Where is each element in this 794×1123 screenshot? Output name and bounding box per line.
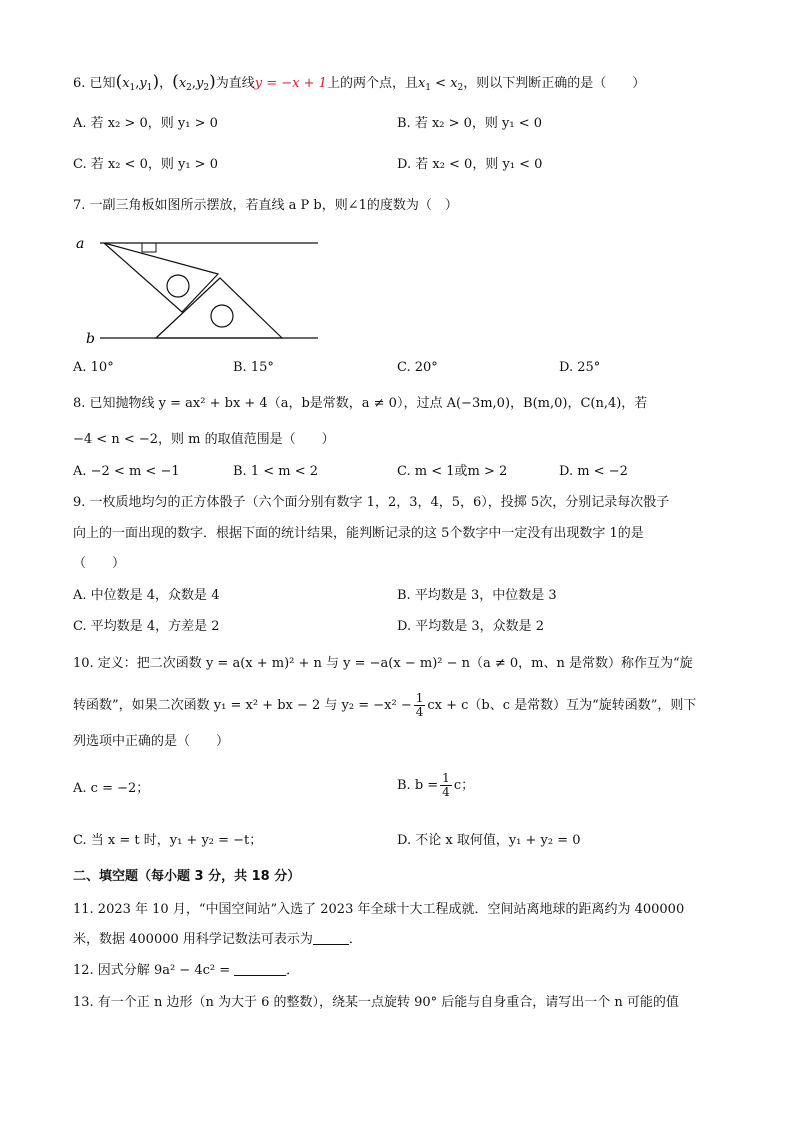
q8-option-a: A. −2 < m < −1 (73, 464, 180, 479)
triangle-right-hole (211, 305, 233, 327)
q9-option-d: D. 平均数是 3，众数是 2 (397, 619, 545, 634)
triangle-set-figure (70, 230, 330, 350)
q10-stem-line1: 10. 定义：把二次函数 y = a(x + m)² + n 与 y = −a(x − m)² − n（a ≠ 0，m、n 是常数）称作互为“旋 (73, 656, 693, 671)
triangle-left-hole (167, 275, 189, 297)
q7-option-d: D. 25° (559, 360, 601, 375)
q8-option-b: B. 1 < m < 2 (233, 464, 319, 479)
q9-option-a: A. 中位数是 4，众数是 4 (73, 588, 220, 603)
q9-option-b: B. 平均数是 3，中位数是 3 (397, 588, 557, 603)
q8-stem-line1: 8. 已知抛物线 y = ax² + bx + 4（a，b是常数，a ≠ 0），过点 A(−3m,0)，B(m,0)，C(n,4)，若 (73, 396, 648, 411)
triangle-left (104, 243, 218, 312)
q8-option-c: C. m < 1或m > 2 (397, 464, 508, 479)
q8-option-d: D. m < −2 (559, 464, 628, 479)
q9-stem-line3: （ ） (73, 556, 126, 571)
q9-option-c: C. 平均数是 4，方差是 2 (73, 619, 220, 634)
q7-stem: 7. 一副三角板如图所示摆放，若直线 a P b，则∠1的度数为（ ） (73, 198, 458, 213)
q6-option-c: C. 若 x₂ < 0，则 y₁ > 0 (73, 157, 218, 172)
fraction-one-quarter: $\frac{1}{4}$ (415, 691, 424, 719)
fraction-b-quarter: $\frac{1}{4}$ (442, 771, 450, 799)
label-b: b (86, 331, 95, 347)
q12-stem: 12. 因式分解 9a² − 4c² = ． (73, 963, 300, 978)
q11-stem-line2: 米，数据 400000 用科学记数法可表示为 ． (73, 932, 362, 947)
q10-stem-line2: 转函数”，如果二次函数 y₁ = x² + bx − 2 与 y₂ = −x² − $\frac{1}{4}$ cx + c（b、c 是常数）互为“旋转函数”，则下 (73, 691, 697, 719)
q6-option-b: B. 若 x₂ > 0，则 y₁ < 0 (397, 116, 543, 131)
line-equation: y = −x + 1 (254, 76, 327, 91)
q10-option-c: C. 当 x = t 时，y₁ + y₂ = −t； (73, 833, 263, 848)
triangle-right (156, 278, 282, 338)
q10-stem-line3: 列选项中正确的是（ ） (73, 734, 230, 749)
q9-stem-line1: 9. 一枚质地均匀的正方体骰子（六个面分别有数字 1，2，3，4，5，6），投掷 5次，分别记录每次骰子 (73, 495, 670, 510)
q6-option-d: D. 若 x₂ < 0，则 y₁ < 0 (397, 157, 543, 172)
section-fill-in-blank-title: 二、填空题（每小题 3 分，共 18 分） (73, 869, 301, 884)
q11-answer-blank[interactable] (313, 944, 349, 945)
q12-answer-blank[interactable] (234, 975, 286, 976)
q10-option-a: A. c = −2； (73, 781, 150, 796)
q7-option-c: C. 20° (397, 360, 438, 375)
q11-stem-line1: 11. 2023 年 10 月，“中国空间站”入选了 2023 年全球十大工程成就．空间站离地球的距离约为 400000 (73, 902, 685, 917)
q7-option-b: B. 15° (233, 360, 274, 375)
q10-option-b: B. b = $\frac{1}{4}$ c； (397, 771, 475, 799)
q9-stem-line2: 向上的一面出现的数字．根据下面的统计结果，能判断记录的这 5个数字中一定没有出现数字 1的是 (73, 526, 644, 541)
q10-option-d: D. 不论 x 取何值，y₁ + y₂ = 0 (397, 833, 581, 848)
q7-option-a: A. 10° (73, 360, 114, 375)
label-a: a (76, 236, 85, 252)
q13-stem: 13. 有一个正 n 边形（n 为大于 6 的整数），绕某一点旋转 90° 后能与自身重合，请写出一个 n 可能的值 (73, 995, 679, 1010)
q6-stem: 6. 已知$(x_1,y_1)$，$(x_2,y_2)$为直线y = −x + 1上的两个点，且$x_1 < x_2$，则以下判断正确的是（ ） (73, 72, 646, 93)
q8-stem-line2: −4 < n < −2，则 m 的取值范围是（ ） (73, 432, 335, 447)
q6-option-a: A. 若 x₂ > 0，则 y₁ > 0 (73, 116, 218, 131)
angle-1-mark (142, 243, 156, 252)
